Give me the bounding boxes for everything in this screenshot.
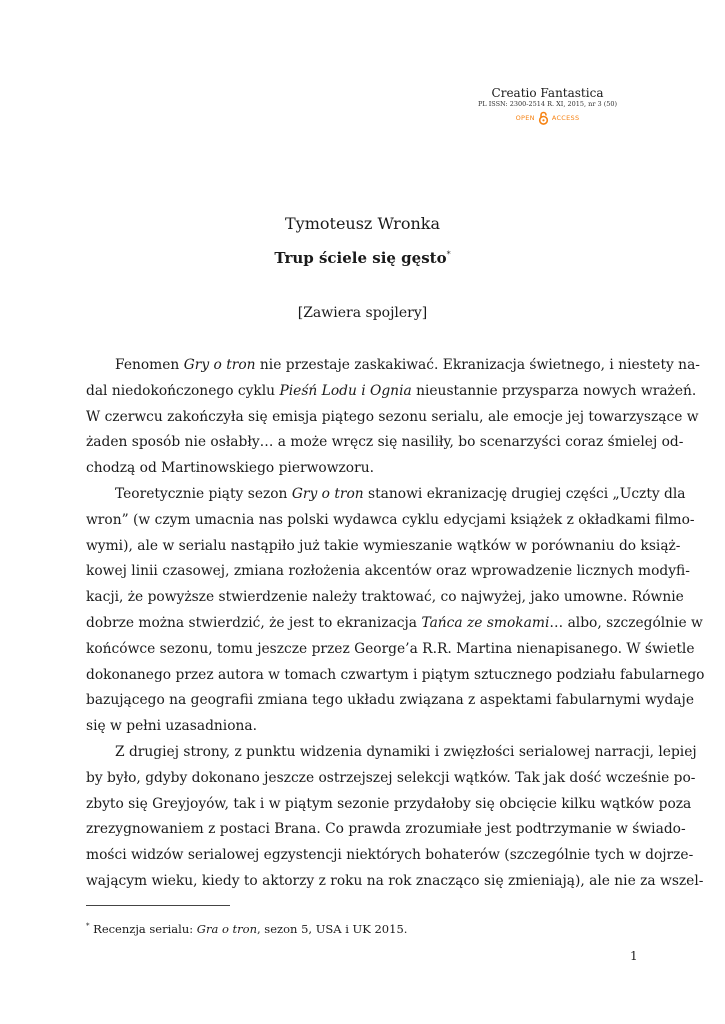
text-segment: nie przestaje zaskakiwać. Ekranizacja świetnego, i niestety na- bbox=[255, 357, 700, 373]
text-line bbox=[86, 534, 681, 560]
text-line bbox=[86, 688, 694, 714]
text-segment: zrezygnowaniem z postaci Brana. Co prawda zrozumiałe jest podtrzymanie w świado- bbox=[86, 821, 686, 838]
journal-name: Creatio Fantastica bbox=[491, 86, 604, 100]
footnote bbox=[86, 918, 407, 937]
italic-title: Tańca ze smokami bbox=[421, 614, 550, 631]
footnote-text-after: , sezon 5, USA i UK 2015. bbox=[257, 921, 408, 936]
article-title bbox=[0, 245, 725, 268]
text-line bbox=[86, 456, 638, 482]
open-access-badge bbox=[470, 111, 625, 125]
text-line bbox=[86, 353, 700, 379]
text-segment: dal niedokończonego cyklu bbox=[86, 382, 280, 399]
text-line bbox=[86, 792, 692, 818]
footnote-reference: * bbox=[446, 250, 451, 259]
text-line bbox=[86, 766, 696, 792]
italic-title: Gry o tron bbox=[291, 485, 364, 502]
text-segment: kacji, że powyższe stwierdzenie należy traktować, co najwyżej, jako umowne. Równie bbox=[86, 589, 684, 606]
text-segment: bazującego na geografii zmiana tego układu związana z aspektami fabularnymi wydaje bbox=[86, 692, 694, 709]
text-line bbox=[86, 611, 703, 637]
text-line bbox=[86, 817, 686, 843]
text-line bbox=[86, 843, 694, 869]
text-line bbox=[86, 508, 695, 534]
text-segment: chodzą od Martinowskiego pierwowzoru. bbox=[86, 460, 374, 477]
text-segment: końcówce sezonu, tomu jeszcze przez George’a R.R. Martina nienapisanego. W świetle bbox=[86, 640, 695, 657]
text-segment: zbyto się Greyjoyów, tak i w piątym sezonie przydałoby się obcięcie kilku wątków poza bbox=[86, 795, 692, 812]
spoiler-notice: [Zawiera spojlery] bbox=[297, 305, 428, 321]
text-segment: kowej linii czasowej, zmiana rozłożenia akcentów oraz wprowadzenie licznych modyfi- bbox=[86, 563, 690, 580]
footnote-divider bbox=[86, 905, 230, 906]
article-body bbox=[86, 353, 705, 895]
text-line bbox=[86, 585, 684, 611]
page-number: 1 bbox=[630, 949, 638, 963]
text-line bbox=[86, 430, 684, 456]
open-access-label-left: OPEN bbox=[515, 114, 535, 122]
text-segment: Teoretycznie piąty sezon bbox=[115, 485, 292, 502]
journal-header bbox=[470, 86, 625, 125]
text-segment: wającym wieku, kiedy to aktorzy z roku na rok znacząco się zmieniają), ale nie za wszel- bbox=[86, 872, 704, 889]
text-segment: Fenomen bbox=[115, 357, 184, 373]
text-segment: wron” (w czym umacnia nas polski wydawca cyklu edycjami książek z okładkami filmo- bbox=[86, 511, 695, 528]
italic-title: Pieśń Lodu i Ognia bbox=[279, 382, 412, 399]
open-access-label-right: ACCESS bbox=[551, 114, 580, 122]
text-segment: dokonanego przez autora w tomach czwartym i piątym sztucznego podziału fabularnego bbox=[86, 666, 705, 683]
text-segment: mości widzów serialowej egzystencji niektórych bohaterów (szczególnie tych w dojrze- bbox=[86, 847, 694, 864]
text-segment: wymi), ale w serialu nastąpiło już takie wymieszanie wątków w porównaniu do książ- bbox=[86, 537, 681, 554]
text-segment: nieustannie przysparza nowych wrażeń. bbox=[411, 382, 697, 399]
paragraph bbox=[86, 482, 705, 740]
text-segment: by było, gdyby dokonano jeszcze ostrzejszej selekcji wątków. Tak jak dość wcześnie po- bbox=[86, 769, 696, 786]
author-name: Tymoteusz Wronka bbox=[285, 214, 440, 233]
text-line bbox=[86, 663, 705, 689]
text-line bbox=[86, 559, 690, 585]
text-line bbox=[86, 869, 704, 895]
open-access-lock-icon bbox=[538, 111, 549, 125]
footnote-mark: * bbox=[86, 922, 90, 930]
text-segment: dobrze można stwierdzić, że jest to ekranizacja bbox=[86, 614, 422, 631]
text-segment: stanowi ekranizację drugiej części „Uczty dla bbox=[363, 485, 686, 502]
text-line bbox=[86, 482, 686, 508]
text-segment: żaden sposób nie osłabły… a może wręcz się nasiliły, bo scenarzyści coraz śmielej od- bbox=[86, 434, 684, 451]
text-segment: W czerwcu zakończyła się emisja piątego sezonu serialu, ale emocje jej towarzyszące w bbox=[86, 408, 699, 425]
text-line bbox=[86, 740, 697, 766]
text-segment: Z drugiej strony, z punktu widzenia dynamiki i zwięzłości serialowej narracji, lepiej bbox=[115, 743, 697, 760]
text-line bbox=[86, 405, 699, 431]
text-segment: … albo, szczególnie w bbox=[549, 614, 703, 631]
text-line bbox=[86, 637, 695, 663]
text-line bbox=[86, 379, 697, 405]
italic-title: Gry o tron bbox=[183, 357, 256, 373]
paragraph bbox=[86, 740, 704, 895]
paragraph bbox=[86, 353, 700, 482]
footnote-title: Gra o tron bbox=[196, 921, 257, 936]
text-line bbox=[86, 714, 638, 740]
article-title-text: Trup ściele się gęsto bbox=[274, 249, 447, 267]
text-segment: się w pełni uzasadniona. bbox=[86, 718, 258, 735]
journal-meta: PL ISSN: 2300-2514 R. XI, 2015, nr 3 (50) bbox=[477, 100, 618, 108]
footnote-text-before: Recenzja serialu: bbox=[89, 921, 197, 936]
